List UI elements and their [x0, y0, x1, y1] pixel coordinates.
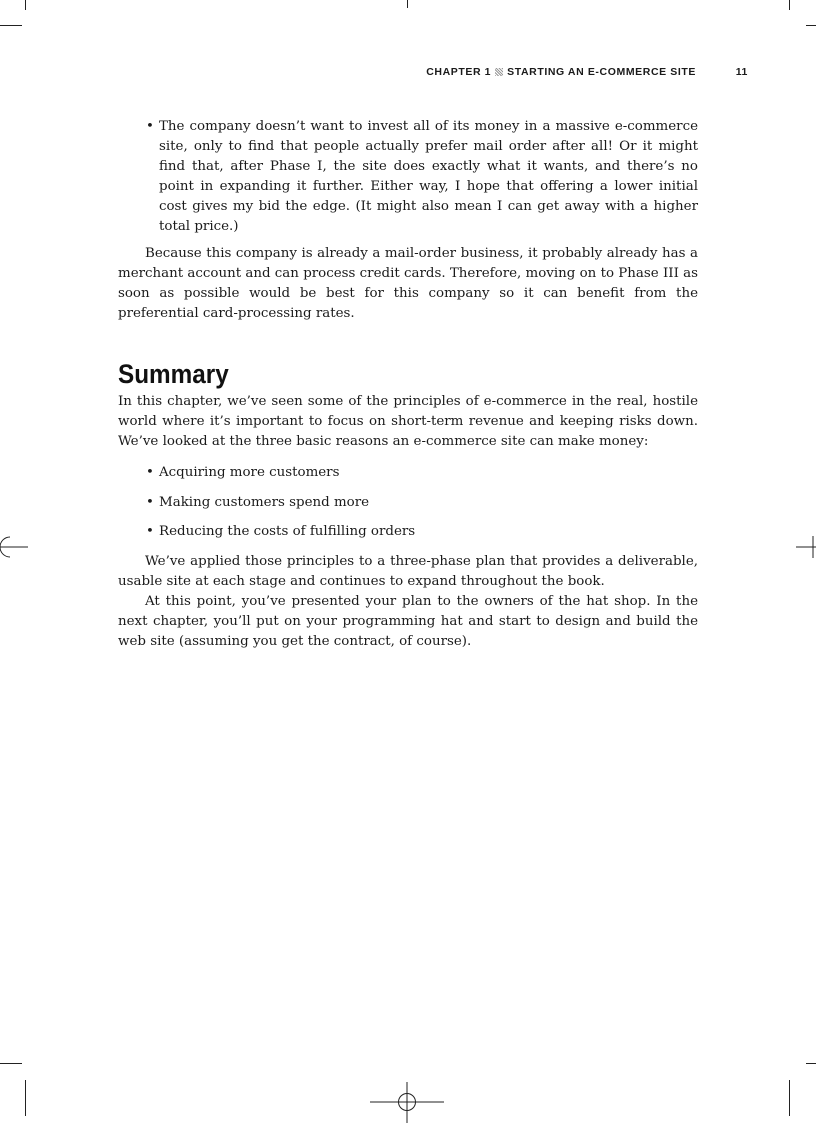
- crop-mark: [407, 0, 408, 8]
- list-item: • Reducing the costs of fulfilling orders: [118, 522, 698, 542]
- list-item: • The company doesn’t want to invest all of its money in a massive e-commerce site, only to find that people actually prefer mail order after all! Or it might find that, after Phase I, the site does exactly what it wants, and there’s no point in expanding it further. Either way, I hope that offering a lower initial cost gives my bid the edge. (It might also mean I can get away with a higher total price.): [118, 117, 698, 237]
- section-heading: Summary: [118, 359, 229, 389]
- registration-mark-right: [796, 534, 816, 560]
- crop-mark: [0, 25, 22, 26]
- paragraph: In this chapter, we’ve seen some of the principles of e-commerce in the real, hostile world where it’s important to focus on short-term revenue and keeping risks down. We’ve looked at the three basic reasons an e-commerce site can make money:: [118, 394, 698, 449]
- running-title: [426, 66, 696, 78]
- section-title: STARTING AN E-COMMERCE SITE: [507, 66, 696, 78]
- running-header: [118, 66, 748, 82]
- crop-mark: [25, 0, 26, 10]
- chapter-label: CHAPTER 1: [426, 66, 492, 78]
- list-item: • Acquiring more customers: [118, 463, 698, 483]
- list-item: • Making customers spend more: [118, 493, 698, 513]
- reasons-list: [118, 463, 698, 542]
- separator-icon: [495, 68, 503, 76]
- crop-mark: [0, 1063, 22, 1064]
- crop-mark: [789, 0, 790, 10]
- crop-mark: [789, 1080, 790, 1116]
- page-body: [118, 117, 698, 652]
- crop-mark: [806, 1063, 816, 1064]
- crop-mark: [25, 1080, 26, 1116]
- bullet-list: [118, 117, 698, 237]
- registration-mark-bottom: [368, 1082, 446, 1123]
- paragraph: Because this company is already a mail-order business, it probably already has a merchant account and can process credit cards. Therefore, moving on to Phase III as soon as possible would be best for this company so it can benefit from the preferential card-processing rates.: [118, 246, 698, 321]
- registration-mark-left: [0, 534, 30, 560]
- paragraph: We’ve applied those principles to a three-phase plan that provides a deliverable, usable site at each stage and continues to expand throughout the book.: [118, 554, 698, 589]
- paragraph: At this point, you’ve presented your plan to the owners of the hat shop. In the next chapter, you’ll put on your programming hat and start to design and build the web site (assuming you get the contract, of course).: [118, 594, 698, 649]
- page-number: 11: [735, 66, 748, 78]
- crop-mark: [806, 25, 816, 26]
